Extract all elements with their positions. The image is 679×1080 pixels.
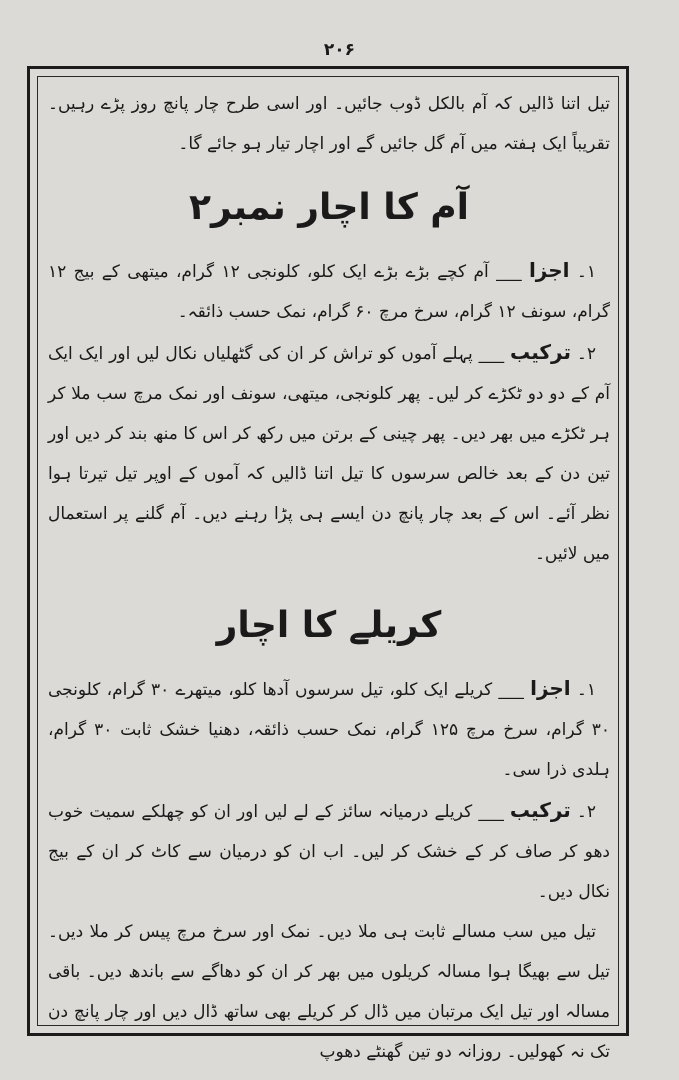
mango-method-paragraph bbox=[48, 332, 610, 574]
label-dash: ___ bbox=[498, 680, 524, 700]
ingredients-label: اجزا bbox=[530, 676, 571, 700]
label-dash: ___ bbox=[496, 262, 522, 282]
page-number: ۲۰۶ bbox=[323, 40, 356, 60]
label-dash: ___ bbox=[478, 802, 504, 822]
mango-ingredients-text: آم کچے بڑے بڑے ایک کلو، کلونجی ۱۲ گرام، میتھی کے بیج ۱۲ گرام، سونف ۱۲ گرام، سرخ مرچ ۶۰ گرام، نمک حسب ذائقہ۔ bbox=[48, 262, 610, 322]
mango-method-text: پہلے آموں کو تراش کر ان کی گٹھلیاں نکال لیں اور ایک ایک آم کے دو دو ٹکڑے کر لیں۔ پھر کلونجی، میتھی، سونف اور نمک مرچ سب ملا کر ہر ٹکڑے میں بھر دیں۔ پھر چینی کے برتن میں رکھ کر اس کا منھ بند کر دیں اور تین دن کے بعد خالص سرسوں کا تیل اتنا ڈالیں کہ آموں کے اوپر تیل تیرتا ہوا نظر آئے۔ اس کے بعد چار پانچ دن ایسے ہی پڑا رہنے دیں۔ آم گلنے پر استعمال میں لائیں۔ bbox=[48, 344, 610, 564]
mango-ingredients-paragraph bbox=[48, 250, 610, 332]
page-content bbox=[48, 84, 610, 1062]
ingredients-label: اجزا bbox=[528, 258, 570, 282]
karela-ingredients-text: کریلے ایک کلو، تیل سرسوں آدھا کلو، میتھرے ۳۰ گرام، کلونجی ۳۰ گرام، سرخ مرچ ۱۲۵ گرام، نمک حسب ذائقہ، دھنیا خشک ثابت ۳۰ گرام، ہلدی ذرا سی۔ bbox=[48, 680, 610, 780]
method-label: ترکیب bbox=[509, 798, 571, 822]
karela-method-paragraph bbox=[48, 790, 610, 912]
ingredients-number: ۱۔ bbox=[576, 262, 596, 282]
recipe-title-karela-pickle: کریلے کا اچار bbox=[216, 605, 442, 646]
method-number: ۲۔ bbox=[576, 344, 596, 364]
recipe-title-mango-pickle: آم کا اچار نمبر۲ bbox=[188, 187, 470, 228]
intro-paragraph: تیل اتنا ڈالیں کہ آم بالکل ڈوب جائیں۔ اور اسی طرح چار پانچ روز پڑے رہیں۔ تقریباً ایک ہفتہ میں آم گل جائیں گے اور اچار تیار ہو جائے گا۔ bbox=[48, 94, 610, 154]
karela-method-text: کریلے درمیانہ سائز کے لے لیں اور ان کو چھلکے سمیت خوب دھو کر صاف کر کے خشک کر لیں۔ اب ان کو درمیان سے کاٹ کر ان کے بیج نکال دیں۔ bbox=[48, 802, 610, 902]
ingredients-number: ۱۔ bbox=[576, 680, 596, 700]
method-number: ۲۔ bbox=[576, 802, 596, 822]
method-label: ترکیب bbox=[510, 340, 571, 364]
karela-ingredients-paragraph bbox=[48, 668, 610, 790]
label-dash: ___ bbox=[478, 344, 505, 364]
karela-continuation-paragraph: تیل میں سب مسالے ثابت ہی ملا دیں۔ نمک اور سرخ مرچ پیس کر ملا دیں۔ تیل سے بھیگا ہوا مسالہ کریلوں میں بھر کر ان کو دھاگے سے باندھ دیں۔ باقی مسالہ اور تیل ایک مرتبان میں ڈال کر کریلے بھی ساتھ ڈال دیں اور چار پانچ دن تک نہ کھولیں۔ روزانہ دو تین گھنٹے دھوپ bbox=[48, 922, 610, 1062]
